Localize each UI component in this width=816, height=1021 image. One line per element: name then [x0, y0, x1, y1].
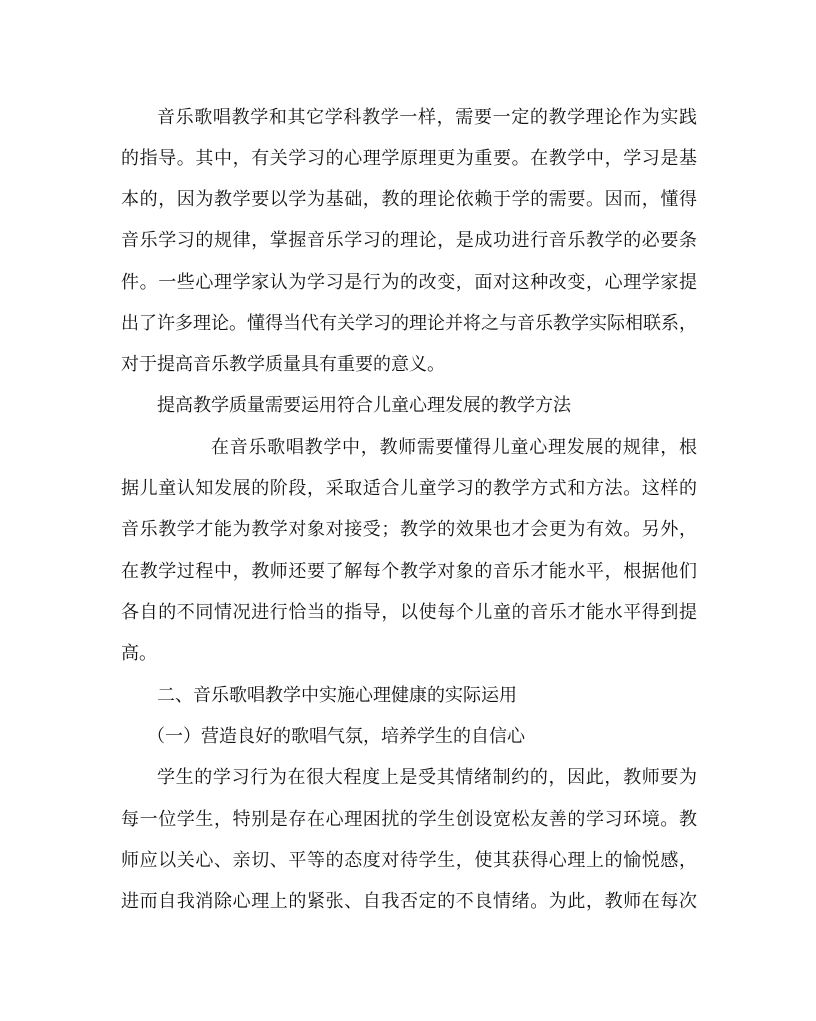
paragraph-1-line-5: 件。一些心理学家认为学习是行为的改变，面对这种改变，心理学家提 [121, 272, 697, 293]
paragraph-2-line-5: 各自的不同情况进行恰当的指导，以使每个儿童的音乐才能水平得到提 [121, 602, 697, 623]
paragraph-2-line-4: 在教学过程中，教师还要了解每个教学对象的音乐才能水平，根据他们 [121, 561, 697, 582]
paragraph-1-line-7: 对于提高音乐教学质量具有重要的意义。 [121, 354, 445, 375]
subsection-heading-singing-atmosphere: （一）营造良好的歌唱气氛，培养学生的自信心 [147, 726, 525, 747]
paragraph-2-line-2: 据儿童认知发展的阶段，采取适合儿童学习的教学方式和方法。这样的 [121, 478, 697, 499]
paragraph-3-line-2: 每一位学生，特别是存在心理困扰的学生创设宽松友善的学习环境。教 [121, 809, 697, 830]
paragraph-3-line-4: 进而自我消除心理上的紧张、自我否定的不良情绪。为此，教师在每次 [121, 891, 697, 912]
paragraph-3-line-1: 学生的学习行为在很大程度上是受其情绪制约的，因此，教师要为 [157, 767, 697, 788]
paragraph-1-line-2: 的指导。其中，有关学习的心理学原理更为重要。在教学中，学习是基 [121, 148, 697, 169]
paragraph-3-line-3: 师应以关心、亲切、平等的态度对待学生，使其获得心理上的愉悦感， [121, 850, 697, 871]
paragraph-2-line-6: 高。 [121, 643, 157, 664]
paragraph-1-line-3: 本的，因为教学要以学为基础，教的理论依赖于学的需要。因而，懂得 [121, 189, 697, 210]
section-heading-mental-health-application: 二、音乐歌唱教学中实施心理健康的实际运用 [157, 685, 517, 706]
paragraph-2-line-3: 音乐教学才能为教学对象对接受；教学的效果也才会更为有效。另外， [121, 519, 697, 540]
section-heading-teaching-methods: 提高教学质量需要运用符合儿童心理发展的教学方法 [157, 395, 571, 416]
paragraph-1-line-4: 音乐学习的规律，掌握音乐学习的理论，是成功进行音乐教学的必要条 [121, 230, 697, 251]
paragraph-1-line-6: 出了许多理论。懂得当代有关学习的理论并将之与音乐教学实际相联系， [121, 313, 697, 334]
paragraph-1-line-1: 音乐歌唱教学和其它学科教学一样，需要一定的教学理论作为实践 [157, 107, 697, 128]
paragraph-2-line-1: 在音乐歌唱教学中，教师需要懂得儿童心理发展的规律，根 [211, 437, 697, 458]
